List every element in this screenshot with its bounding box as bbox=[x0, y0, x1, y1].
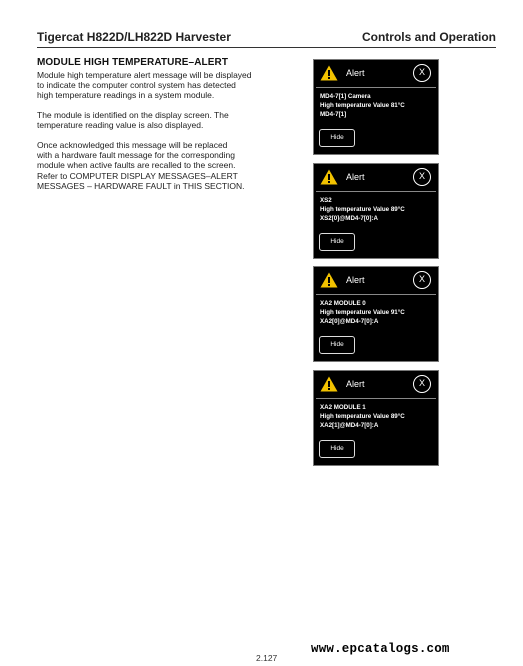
alert-title: Alert bbox=[346, 68, 365, 78]
warning-icon bbox=[320, 272, 338, 288]
alert-titlebar bbox=[314, 267, 438, 293]
hide-button[interactable]: Hide bbox=[319, 129, 355, 147]
chapter-title: Controls and Operation bbox=[361, 30, 496, 44]
alert-message-line: XA2[0]@MD4-7[0]:A bbox=[320, 318, 379, 325]
alert-titlebar bbox=[314, 60, 438, 86]
alert-divider bbox=[316, 294, 436, 295]
paragraph-line: high temperature readings in a system module. bbox=[37, 90, 215, 101]
alert-message-line: High temperature Value 81°C bbox=[320, 102, 405, 109]
hide-button[interactable]: Hide bbox=[319, 233, 355, 251]
manual-title: Tigercat H822D/LH822D Harvester bbox=[37, 30, 231, 44]
alert-message-line: High temperature Value 91°C bbox=[320, 309, 405, 316]
paragraph-line: temperature reading value is also displayed. bbox=[37, 120, 204, 131]
alert-message bbox=[320, 403, 405, 430]
paragraph-line: with a hardware fault message for the corresponding bbox=[37, 150, 235, 161]
section-title: MODULE HIGH TEMPERATURE–ALERT bbox=[37, 57, 229, 68]
close-button[interactable]: X bbox=[413, 168, 431, 186]
alert-message bbox=[320, 92, 405, 119]
alert-divider bbox=[316, 398, 436, 399]
paragraph-acknowledge bbox=[37, 140, 277, 191]
paragraph-line: MESSAGES – HARDWARE FAULT in THIS SECTION. bbox=[37, 180, 245, 191]
alert-message-line: MD4-7[1] Camera bbox=[320, 93, 371, 100]
header-rule bbox=[37, 47, 496, 48]
alert-titlebar bbox=[314, 371, 438, 397]
paragraph-line: module when active faults are recalled to the screen. bbox=[37, 160, 236, 171]
alert-message bbox=[320, 196, 405, 223]
close-button[interactable]: X bbox=[413, 271, 431, 289]
alert-dialog-xa2-module-1 bbox=[313, 370, 439, 466]
alert-dialog-xa2-module-0 bbox=[313, 266, 439, 362]
paragraph-line: Once acknowledged this message will be replaced bbox=[37, 140, 228, 150]
paragraph-line: Refer to COMPUTER DISPLAY MESSAGES–ALERT bbox=[37, 170, 238, 181]
paragraph-module-identified bbox=[37, 110, 277, 130]
alert-title: Alert bbox=[346, 172, 365, 182]
alert-titlebar bbox=[314, 164, 438, 190]
alert-divider bbox=[316, 191, 436, 192]
paragraph-line: The module is identified on the display screen. The bbox=[37, 110, 229, 120]
hide-button[interactable]: Hide bbox=[319, 440, 355, 458]
alert-message-line: MD4-7[1] bbox=[320, 111, 347, 118]
close-button[interactable]: X bbox=[413, 375, 431, 393]
warning-icon bbox=[320, 169, 338, 185]
alert-dialog-xs2 bbox=[313, 163, 439, 259]
warning-icon bbox=[320, 376, 338, 392]
alert-message-line: XS2 bbox=[320, 197, 332, 204]
alert-message-line: High temperature Value 89°C bbox=[320, 206, 405, 213]
alert-title: Alert bbox=[346, 275, 365, 285]
close-button[interactable]: X bbox=[413, 64, 431, 82]
alert-message-line: XA2 MODULE 1 bbox=[320, 404, 366, 411]
paragraph-line: to indicate the computer control system has detected bbox=[37, 80, 236, 91]
alert-title: Alert bbox=[346, 379, 365, 389]
alert-message-line: XA2 MODULE 0 bbox=[320, 300, 366, 307]
alert-message bbox=[320, 299, 405, 326]
watermark-url: www.epcatalogs.com bbox=[311, 642, 450, 656]
alert-divider bbox=[316, 87, 436, 88]
page-header bbox=[37, 30, 496, 48]
alert-message-line: XS2[0]@MD4-7[0]:A bbox=[320, 215, 378, 222]
warning-icon bbox=[320, 65, 338, 81]
alert-message-line: High temperature Value 89°C bbox=[320, 413, 405, 420]
hide-button[interactable]: Hide bbox=[319, 336, 355, 354]
paragraph-line: Module high temperature alert message will be displayed bbox=[37, 70, 252, 80]
alert-message-line: XA2[1]@MD4-7[0]:A bbox=[320, 422, 379, 429]
alert-dialog-camera bbox=[313, 59, 439, 155]
page-number: 2.127 bbox=[256, 653, 278, 663]
paragraph-intro bbox=[37, 70, 277, 101]
